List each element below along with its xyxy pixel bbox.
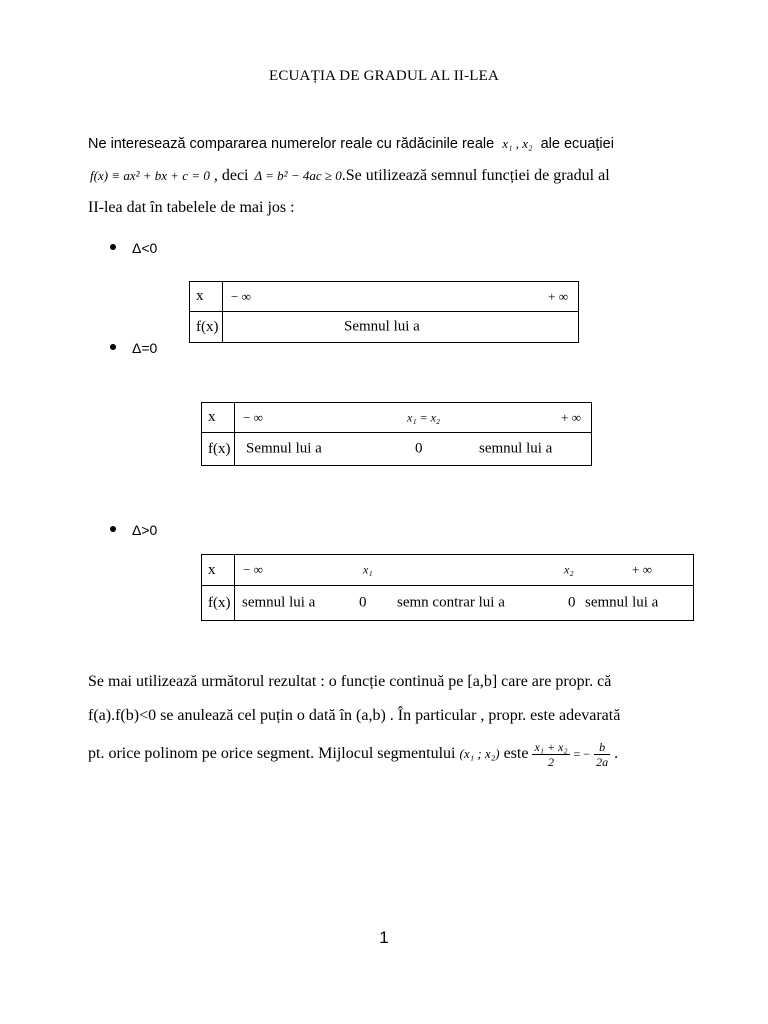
plus-infinity: + ∞ [632,562,652,577]
minus-infinity: − ∞ [231,288,251,304]
root-x1: x₁ [363,562,373,577]
page-number: 1 [379,928,389,947]
case-label: Δ<0 [132,240,158,256]
roots-notation: x₁ , x₂ [502,136,533,151]
vertex-fraction [594,740,610,769]
case-label: Δ>0 [132,522,158,538]
intro-line-1 [88,134,614,154]
fraction-numerator: x₁ + x₂ [534,739,568,754]
bullet-case-zero [110,340,157,358]
sign-table-negative [189,281,579,343]
zero-value-2: 0 [568,594,576,611]
intro-line-2-end: .Se utilizează semnul funcției de gradul al [341,167,610,184]
bullet-icon [110,344,116,350]
table-f-label: f(x) [202,433,235,466]
sign-table-positive [201,554,694,621]
sign-value: Semnul lui a [344,318,420,335]
period: . [614,745,619,762]
result-line-2: f(a).f(b)<0 se anulează cel puțin o dată în (a,b) . În particular , propr. este adevarată [88,707,621,724]
sign-right: semnul lui a [585,594,659,611]
sign-right: semnul lui a [479,440,553,457]
minus-infinity: − ∞ [243,562,263,577]
intro-line-3: II-lea dat în tabelele de mai jos : [88,199,295,216]
table-x-label: x [202,403,235,433]
bullet-icon [110,526,116,532]
table-x-label: x [190,282,223,312]
table-f-label: f(x) [190,312,223,343]
zero-value: 0 [415,440,423,457]
fraction-numerator: b [594,740,610,755]
quadratic-equation: f(x) ≡ ax² + bx + c = 0 [90,168,210,183]
sign-middle: semn contrar lui a [397,594,505,611]
este-text: este [503,745,529,762]
zero-value-1: 0 [359,594,367,611]
intro-text-end: ale ecuației [540,136,614,152]
table-f-label: f(x) [202,586,235,621]
page-title: ECUAȚIA DE GRADUL AL II-LEA [268,68,500,84]
bullet-case-positive [110,522,157,540]
root-x2: x₂ [564,562,574,577]
bullet-case-negative [110,240,157,258]
result-line-1: Se mai utilizează următorul rezultat : o funcție continuă pe [a,b] care are propr. că [88,673,612,690]
sign-left: Semnul lui a [246,440,322,457]
minus-infinity: − ∞ [243,409,263,425]
intro-text: Ne interesează compararea numerelor reale cu rădăcinile reale [88,136,495,152]
result-text: pt. orice polinom pe orice segment. Mijlocul segmentului [88,745,456,762]
fraction-denominator: 2 [547,754,554,769]
deci-text: , deci [213,167,249,184]
result-line-3 [88,734,618,778]
segment-notation: (x₁ ; x₂) [459,746,500,761]
case-label: Δ=0 [132,340,158,356]
bullet-icon [110,244,116,250]
discriminant-condition: Δ = b² − 4ac ≥ 0 [254,168,342,183]
equals-sign: = − [573,747,591,761]
sign-left: semnul lui a [242,594,316,611]
fraction-denominator: 2a [596,754,609,769]
intro-line-2 [90,166,610,186]
sign-table-zero [201,402,592,466]
double-root: x₁ = x₂ [407,410,441,424]
plus-infinity: + ∞ [548,288,568,304]
midpoint-fraction [532,740,569,769]
plus-infinity: + ∞ [561,409,581,425]
table-x-label: x [202,555,235,586]
